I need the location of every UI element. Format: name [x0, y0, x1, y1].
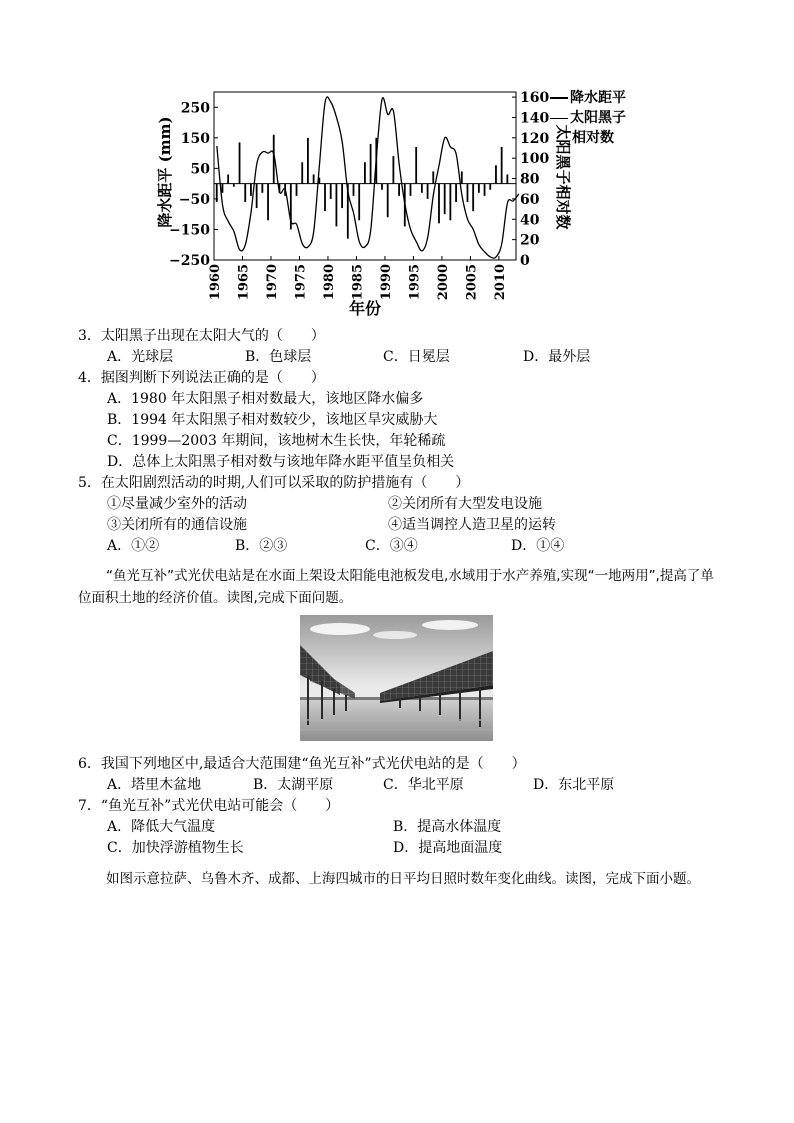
- precip-bar: [244, 184, 246, 202]
- x-tick-label: 1965: [236, 264, 252, 301]
- precip-bar: [489, 184, 491, 190]
- q5-item-3: ③关闭所有的通信设施: [107, 517, 247, 533]
- q4-option-a[interactable]: A．1980 年太阳黑子相对数最大，该地区降水偏多: [107, 391, 424, 407]
- precip-bar: [227, 174, 229, 183]
- precip-bar: [449, 184, 451, 221]
- q4-stem: 4．据图判断下列说法正确的是（ ）: [78, 370, 325, 386]
- precip-bar: [438, 184, 440, 224]
- precip-bar: [444, 184, 446, 215]
- right-tick-label: 60: [520, 191, 540, 208]
- precip-bar: [267, 184, 269, 221]
- q4-option-b[interactable]: B．1994 年太阳黑子相对数较少，该地区旱灾威胁大: [107, 412, 438, 428]
- precip-bar: [415, 147, 417, 184]
- q7-option-c[interactable]: C．加快浮游植物生长: [107, 840, 244, 856]
- left-tick-label: 250: [180, 100, 210, 117]
- precip-bar: [381, 184, 383, 190]
- precip-bar: [256, 184, 258, 208]
- x-tick-label: 1970: [264, 264, 280, 301]
- x-tick-label: 1995: [407, 264, 423, 301]
- x-tick-label: 1975: [293, 264, 309, 301]
- precip-bar: [461, 171, 463, 183]
- left-tick-label: 150: [180, 130, 210, 147]
- precip-bar: [398, 184, 400, 196]
- precip-bar: [239, 142, 241, 183]
- precip-bar: [307, 138, 309, 184]
- left-tick-label: −250: [169, 253, 210, 269]
- q3-stem: 3．太阳黑子出现在太阳大气的（ ）: [78, 328, 325, 344]
- intro-sunshine-hours: 如图示意拉萨、乌鲁木齐、成都、上海四城市的日平均日照时数年变化曲线。读图，完成下面小题。: [106, 871, 700, 887]
- plot-area: [169, 90, 549, 300]
- x-tick-label: 1980: [321, 264, 337, 301]
- q5-option-b[interactable]: B．②③: [235, 538, 288, 554]
- solar-farm-photo: [300, 615, 493, 741]
- right-tick-label: 120: [520, 130, 550, 147]
- precip-bar: [467, 184, 469, 202]
- precip-bar: [484, 184, 486, 196]
- q3-option-b[interactable]: B．色球层: [245, 349, 312, 365]
- precip-bar: [353, 184, 355, 196]
- q6-stem: 6．我国下列地区中,最适合大范围建“鱼光互补”式光伏电站的是（ ）: [78, 756, 526, 772]
- precip-bar: [216, 184, 218, 202]
- precip-bar: [455, 184, 457, 202]
- right-tick-label: 140: [520, 110, 550, 127]
- precip-bar: [478, 184, 480, 193]
- precip-bar: [250, 184, 252, 196]
- x-axis-title: 年份: [348, 299, 382, 318]
- precip-bar: [495, 165, 497, 183]
- precip-bar: [296, 184, 298, 196]
- left-axis-title: 降水距平 (mm): [156, 116, 174, 228]
- intro-fish-solar: “鱼光互补”式光伏电站是在水面上架设太阳能电池板发电,水域用于水产养殖,实现“一地两用”,提高了单位面积土地的经济价值。读图,完成下面问题。: [78, 568, 714, 606]
- legend-label-relative: 相对数: [572, 130, 614, 146]
- right-axis-title: 太阳黑子相对数: [554, 124, 572, 230]
- q6-option-d[interactable]: D．东北平原: [533, 777, 615, 793]
- precip-bar: [432, 171, 434, 183]
- q6-option-b[interactable]: B．太湖平原: [253, 777, 334, 793]
- precip-bar: [336, 184, 338, 227]
- precip-bar: [421, 184, 423, 193]
- precip-bar: [261, 184, 263, 193]
- precip-bar: [301, 162, 303, 183]
- precip-bar: [364, 162, 366, 183]
- q5-item-4: ④适当调控人造卫星的运转: [388, 517, 556, 533]
- right-tick-label: 20: [520, 232, 540, 249]
- precip-bar: [341, 184, 343, 208]
- legend-label-sunspot: 太阳黑子: [570, 110, 626, 126]
- precip-bar: [506, 174, 508, 183]
- legend-item-line-cont: [550, 128, 626, 148]
- legend-label-precip: 降水距平: [570, 90, 626, 106]
- precip-bar: [324, 184, 326, 211]
- x-tick-label: 2010: [492, 264, 508, 301]
- x-tick-label: 1985: [350, 264, 366, 301]
- q5-option-c[interactable]: C．③④: [365, 538, 418, 554]
- precip-bar: [472, 184, 474, 211]
- right-tick-label: 160: [520, 90, 550, 107]
- q5-item-2: ②关闭所有大型发电设施: [388, 496, 542, 512]
- q4-option-d[interactable]: D．总体上太阳黑子相对数与该地年降水距平值呈负相关: [107, 454, 455, 470]
- precip-bar: [233, 184, 235, 187]
- precip-bar: [358, 184, 360, 221]
- q5-option-d[interactable]: D．①④: [511, 538, 565, 554]
- precip-bar: [370, 144, 372, 184]
- right-tick-label: 80: [520, 171, 540, 188]
- legend-line-swatch: [550, 118, 568, 119]
- q5-stem: 5．在太阳剧烈活动的时期,人们可以采取的防护措施有（ ）: [78, 475, 470, 491]
- q6-option-a[interactable]: A．塔里木盆地: [107, 777, 202, 793]
- x-tick-label: 2000: [435, 264, 451, 301]
- precip-bar: [222, 184, 224, 193]
- x-tick-label: 1960: [208, 264, 223, 301]
- right-tick-label: 100: [520, 151, 550, 168]
- legend-item-line: [550, 108, 626, 128]
- q7-stem: 7．“鱼光互补”式光伏电站可能会（ ）: [78, 798, 340, 814]
- q5-item-1: ①尽量减少室外的活动: [107, 496, 247, 512]
- precip-bar: [410, 184, 412, 196]
- solar-farm-illustration: [300, 615, 493, 741]
- left-tick-label: −50: [178, 191, 210, 208]
- chart-legend: [550, 88, 626, 148]
- precip-bar: [387, 184, 389, 218]
- x-tick-label: 2005: [464, 264, 480, 301]
- q7-option-d[interactable]: D．提高地面温度: [393, 840, 503, 856]
- q7-option-a[interactable]: A．降低大气温度: [107, 819, 216, 835]
- x-tick-label: 1990: [378, 264, 394, 301]
- sunspot-line: [217, 97, 519, 258]
- q5-option-a[interactable]: A．①②: [107, 538, 160, 554]
- left-tick-label: −150: [169, 222, 210, 239]
- q4-option-c[interactable]: C．1999—2003 年期间，该地树木生长快，年轮稀疏: [107, 433, 446, 449]
- q7-option-b[interactable]: B．提高水体温度: [393, 819, 502, 835]
- precip-bar: [392, 156, 394, 183]
- right-tick-label: 40: [520, 212, 540, 229]
- q6-option-c[interactable]: C．华北平原: [383, 777, 464, 793]
- right-tick-label: 0: [520, 253, 530, 269]
- q3-option-c[interactable]: C．日冕层: [383, 349, 450, 365]
- left-tick-label: 50: [190, 161, 210, 178]
- precip-bar: [501, 147, 503, 184]
- q3-option-a[interactable]: A．光球层: [107, 349, 174, 365]
- q3-option-d[interactable]: D．最外层: [523, 349, 591, 365]
- precip-bar: [313, 174, 315, 183]
- precip-bar: [427, 184, 429, 199]
- precip-bar: [330, 184, 332, 199]
- legend-bar-swatch: [550, 97, 568, 99]
- legend-item-bars: [550, 88, 626, 108]
